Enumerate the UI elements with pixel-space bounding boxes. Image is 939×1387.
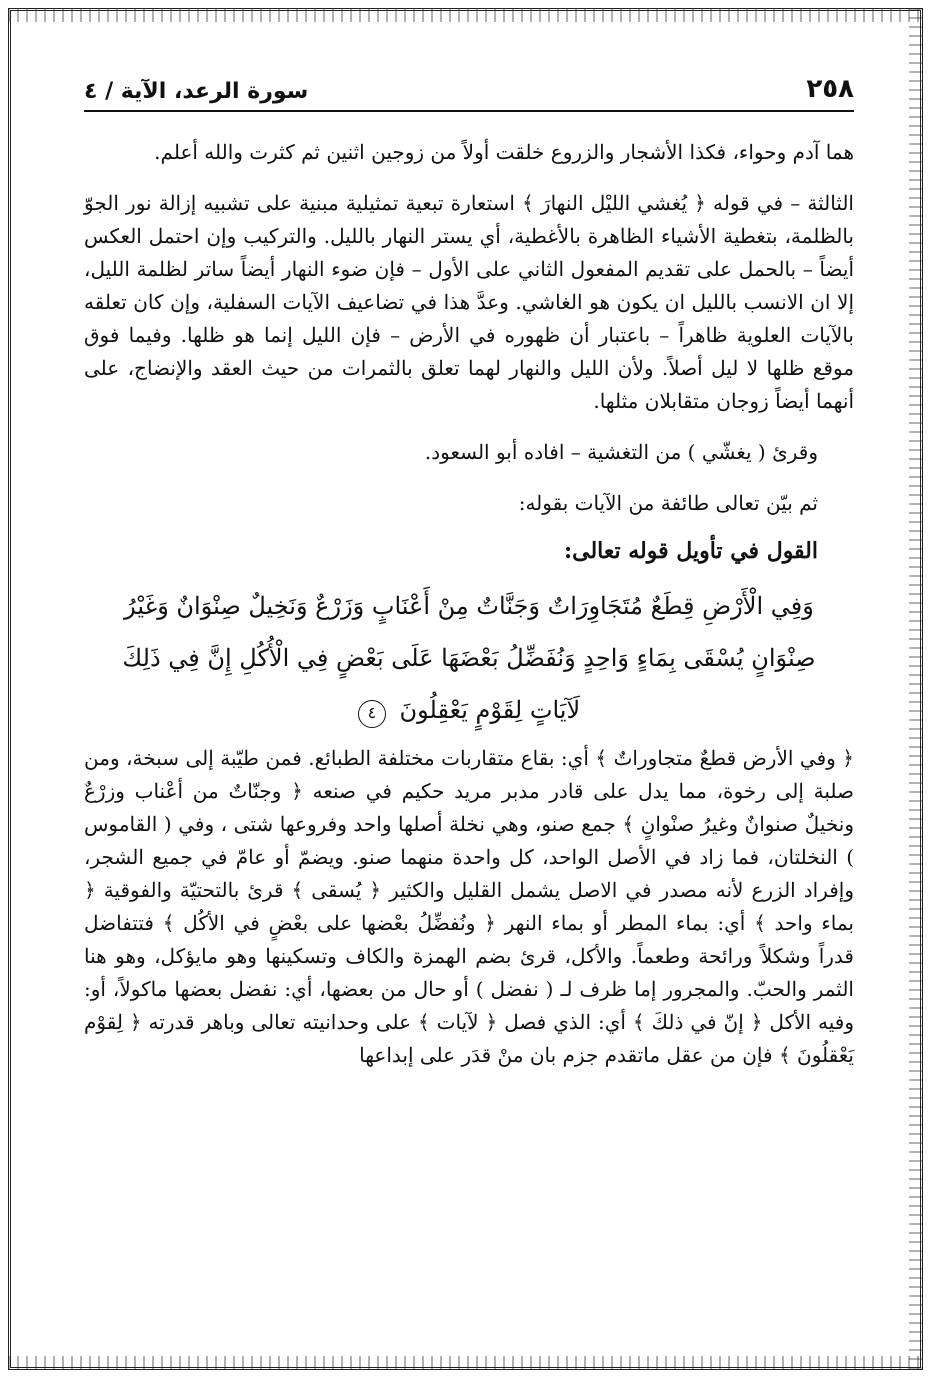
verse-line-3 [84, 684, 854, 736]
paragraph-third-point: الثالثة – في قوله ﴿ يُغشي الليْل النهارَ ﴾ استعارة تبعية تمثيلية مبنية على تشبيه إزالة نور الجوّ بالظلمة، بتغطية الأشياء الظاهرة بالأغطية، أي يستر النهار بالليل. والتركيب وإن احتمل العكس أيضاً – بالحمل على تقديم المفعول الثاني على الأول – فإن ضوء النهار أيضاً ساتر لظلمة الليل، إلا ان الانسب بالليل ان يكون هو الغاشي. وعدَّ هذا في تضاعيف الآيات السفلية، وإن كان تعلقه بالآيات العلوية ظاهراً – باعتبار أن ظهوره في الأرض – فإن الليل إنما هو ظلها. وفيما فوق موقع ظلها لا ليل أصلاً. ولأن الليل والنهار لهما تعلق بالثمرات من حيث العقد والإنضاج، على أنهما أيضاً زوجان متقابلان مثلها. [84, 191, 854, 413]
page-header [84, 56, 854, 112]
section-heading: القول في تأويل قوله تعالى: [564, 538, 818, 564]
paragraph-transition: ثم بيّن تعالى طائفة من الآيات بقوله: [518, 491, 818, 515]
paragraph-intro: هما آدم وحواء، فكذا الأشجار والزروع خلقت أولاً من زوجين اثنين ثم كثرت والله أعلم. [154, 140, 854, 164]
quran-verse [84, 580, 854, 736]
surah-title: سورة الرعد، الآية / ٤ [84, 79, 309, 104]
paragraph-reading-note: وقرئ ( يغشّي ) من التغشية – افاده أبو السعود. [424, 440, 818, 464]
verse-number-marker: ٤ [358, 700, 386, 728]
page-number: ٢٥٨ [806, 74, 854, 104]
paragraph-tafsir: ﴿ وفي الأرض قطعٌ متجاوراتٌ ﴾ أي: بقاع متقاربات مختلفة الطبائع. فمن طيّبة إلى سبخة، ومن صلبة إلى رخوة، مما يدل على قادر مدبر مريد حكيم في صنعه ﴿ وجنّاتٌ من أعْناب وزرْعٌ ونخيلٌ صنوانٌ وغيرُ صنْوانٍ ﴾ جمع صنو، وهي نخلة أصلها واحد وفروعها شتى ، وفي ( القاموس ) النخلتان، فما زاد في الأصل الواحد، كل واحدة منهما صنو. ويضمّ أو عامّ في جميع الشجر، وإفراد الزرع لأنه مصدر في الاصل يشمل القليل والكثير ﴿ يُسقى ﴾ قرئ بالتحتيّة والفوقية ﴿ بماء واحد ﴾ أي: بماء المطر أو بماء النهر ﴿ ونُفضِّلُ بعْضها على بعْضٍ في الأكُل ﴾ فتتفاضل قدراً وشكلاً ورائحة وطعماً. والأكل، قرئ بضم الهمزة والكاف وتسكينها وهو مايؤكل، وهو هنا الثمر والحبّ. والمجرور إما ظرف لـ ( نفضل ) أو حال من بعضها، أي: نفضل بعضها ماكولاً، أو: وفيه الأكل ﴿ إنّ في ذلكَ ﴾ أي: الذي فصل ﴿ لآيات ﴾ على وحدانيته تعالى وباهر قدرته ﴿ لِقوْم يَعْقلُونَ ﴾ فإن من عقل ماتقدم جزم بان منْ قدَر على إبداعها [84, 746, 854, 1067]
page-content [84, 56, 854, 1072]
verse-line-1: وَفِي الْأَرْضِ قِطَعٌ مُتَجَاوِرَاتٌ وَجَنَّاتٌ مِنْ أَعْنَابٍ وَزَرْعٌ وَنَخِيلٌ صِنْوَانٌ وَغَيْرُ [124, 592, 814, 620]
verse-line-3-text: لَآيَاتٍ لِقَوْمٍ يَعْقِلُونَ [399, 696, 581, 724]
verse-line-2: صِنْوَانٍ يُسْقَى بِمَاءٍ وَاحِدٍ وَنُفَضِّلُ بَعْضَهَا عَلَى بَعْضٍ فِي الْأُكُلِ إِنَّ فِي ذَلِكَ [122, 644, 816, 672]
